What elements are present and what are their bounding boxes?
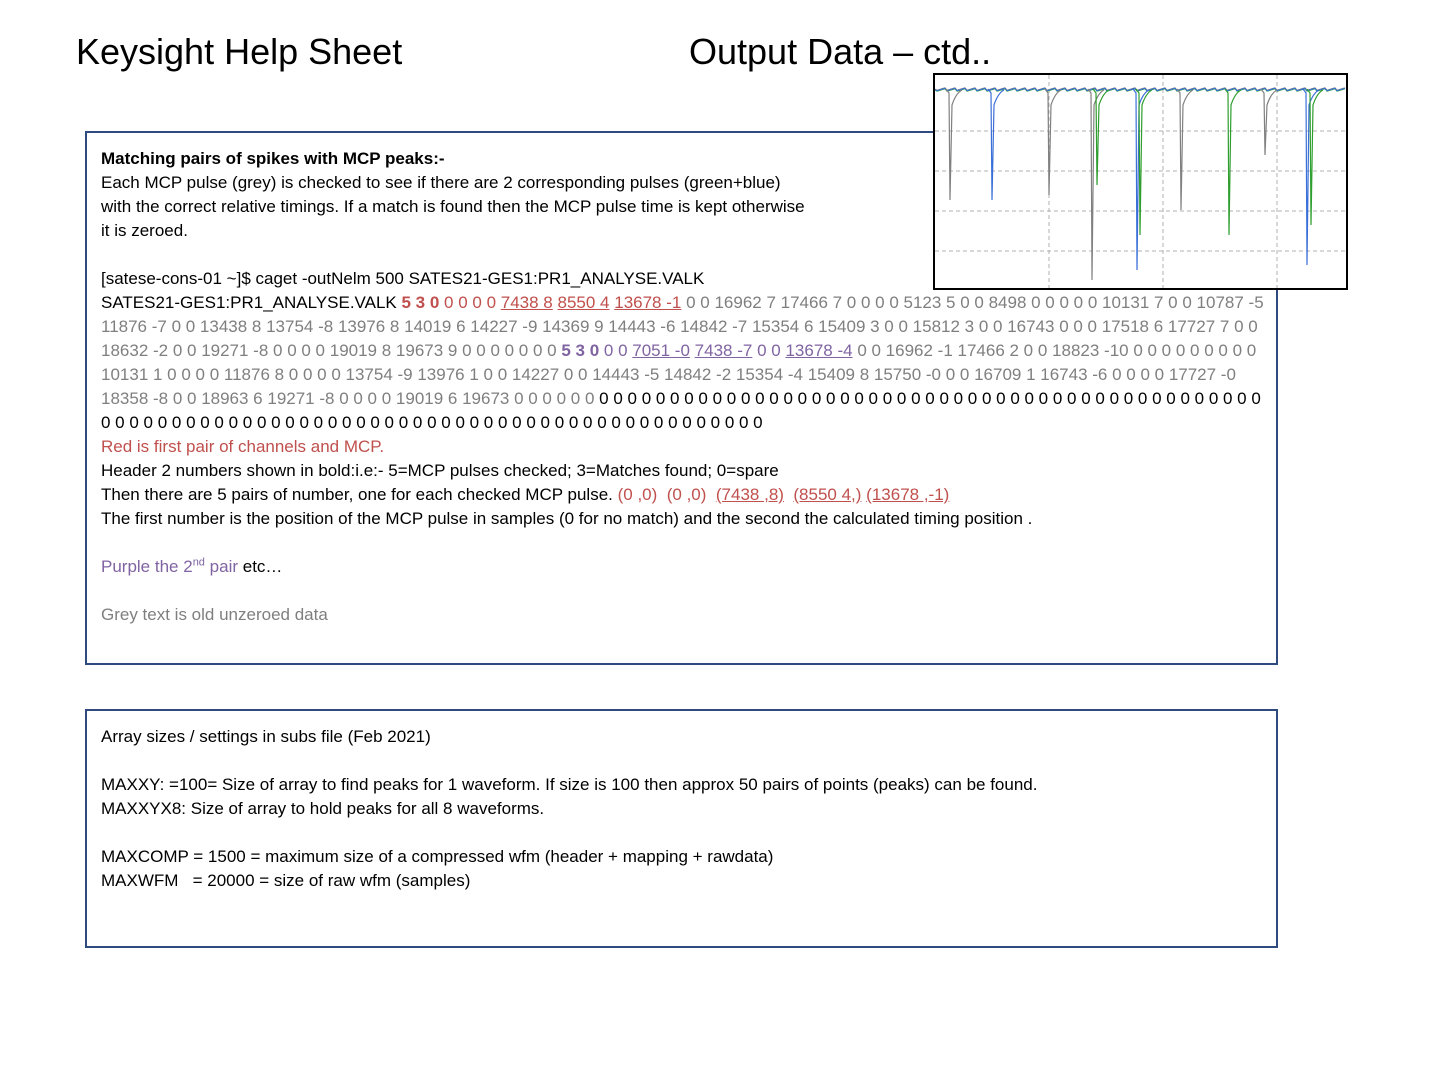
panel-heading: Matching pairs of spikes with MCP peaks:- — [101, 149, 445, 168]
maxxyx8-note: MAXXYX8: Size of array to hold peaks for all 8 waveforms. — [101, 799, 545, 818]
intro-line: Each MCP pulse (grey) is checked to see if there are 2 corresponding pulses (green+blue) — [101, 173, 781, 192]
maxcomp-note: MAXCOMP = 1500 = maximum size of a compressed wfm (header + mapping + rawdata) — [101, 847, 774, 866]
pv-name: SATES21-GES1:PR1_ANALYSE.VALK — [101, 293, 397, 312]
waveform-svg — [935, 75, 1346, 288]
intro-line: with the correct relative timings. If a match is found then the MCP pulse time is kept otherwise — [101, 197, 805, 216]
pair-example: (0 ,0) — [617, 485, 658, 504]
pair-example: (8550 4,) — [793, 485, 862, 504]
array-sizes-heading: Array sizes / settings in subs file (Feb 2021) — [101, 727, 431, 746]
red-note: Red is first pair of channels and MCP. — [101, 437, 385, 456]
zero-tail: 0 0 0 0 0 0 0 0 0 0 0 0 0 0 0 0 0 0 0 0 0 0 0 0 0 0 0 0 0 0 0 0 0 0 0 0 0 0 0 0 0 0 0 0 0 0 0 0 0 0 0 0 0 0 0 0 0 0 0 0 0 0 0 0 0 0 0 0 0 0 0 0 0 0 0 0 0 0 0 0 0 0 0 0 0 0 0 0 0 0 0 0 0 0 — [101, 389, 1261, 432]
pair2-header: 5 3 0 — [561, 341, 600, 360]
pair1-header: 5 3 0 — [401, 293, 440, 312]
header-note: Header 2 numbers shown in bold:i.e:- 5=MCP pulses checked; 3=Matches found; 0=spare — [101, 461, 779, 480]
pair-example: (13678 ,-1) — [866, 485, 950, 504]
caget-command: [satese-cons-01 ~]$ caget -outNelm 500 SATES21-GES1:PR1_ANALYSE.VALK — [101, 269, 705, 288]
pair1-match: 13678 -1 — [614, 293, 682, 312]
array-sizes-panel — [85, 709, 1278, 948]
pair2-match: 7051 -0 — [632, 341, 690, 360]
pair1-match: 7438 8 — [500, 293, 553, 312]
maxxy-note: MAXXY: =100= Size of array to find peaks for 1 waveform. If size is 100 then approx 50 pairs of points (peaks) can be found. — [101, 775, 1038, 794]
waveform-plot — [933, 73, 1348, 290]
pulse-spike — [946, 89, 962, 200]
maxwfm-note: MAXWFM = 20000 = size of raw wfm (samples) — [101, 871, 471, 890]
pair2-zeros: 0 0 — [603, 341, 628, 360]
pulse-spike — [1261, 89, 1277, 155]
pair1-match: 8550 4 — [557, 293, 610, 312]
purple-note: Purple the 2nd pair etc… — [101, 556, 283, 576]
pair-example: (7438 ,8) — [715, 485, 784, 504]
old-data: 0 0 16962 7 17466 7 0 0 0 0 5123 5 0 0 8498 0 0 0 0 0 10131 7 0 0 10787 -5 11876 -7 0 0 13438 8 13754 -8 13976 8 14019 6 14227 -9 14369 9 14443 -6 14842 -7 15354 6 15409 3 0 0 15812 3 0 0 16743 0 0 0 17518 6 17727 7 0 0 18632 -2 0 0 19271 -8 0 0 0 0 19019 8 19673 9 0 0 0 0 0 0 0 — [101, 293, 1264, 360]
pair2-match: 7438 -7 — [694, 341, 753, 360]
pulse-spike — [988, 89, 1004, 200]
pair1-zeros: 0 0 0 0 — [444, 293, 497, 312]
pulse-spike — [1177, 89, 1193, 210]
pair-example: (0 ,0) — [666, 485, 707, 504]
old-data: 0 0 16962 -1 17466 2 0 0 18823 -10 0 0 0 0 0 0 0 0 0 10131 1 0 0 0 0 11876 8 0 0 0 0 13754 -9 13976 1 0 0 14227 0 0 14443 -5 14842 -2 15354 -4 15409 8 15750 -0 0 0 16709 1 16743 -6 0 0 0 0 17727 -0 18358 -8 0 0 18963 6 19271 -8 0 0 0 0 19019 6 19673 0 0 0 0 0 0 — [101, 341, 1257, 408]
grey-note: Grey text is old unzeroed data — [101, 605, 328, 624]
page-title: Keysight Help Sheet — [76, 31, 403, 72]
intro-line: it is zeroed. — [101, 221, 188, 240]
pulse-spike — [1045, 89, 1061, 195]
pulse-spike — [1225, 89, 1241, 235]
section-title: Output Data – ctd.. — [689, 31, 992, 72]
pair2-zeros: 0 0 — [757, 341, 781, 360]
pair2-match: 13678 -4 — [785, 341, 853, 360]
position-note: The first number is the position of the MCP pulse in samples (0 for no match) and the second the calculated timing position . — [101, 509, 1033, 528]
caget-output — [101, 291, 1266, 435]
pairs-note: Then there are 5 pairs of number, one for each checked MCP pulse. (0 ,0) (0 ,0) (7438 ,8) (8550 4,) (13678 ,-1) — [101, 485, 950, 504]
array-sizes-content — [101, 725, 1264, 893]
